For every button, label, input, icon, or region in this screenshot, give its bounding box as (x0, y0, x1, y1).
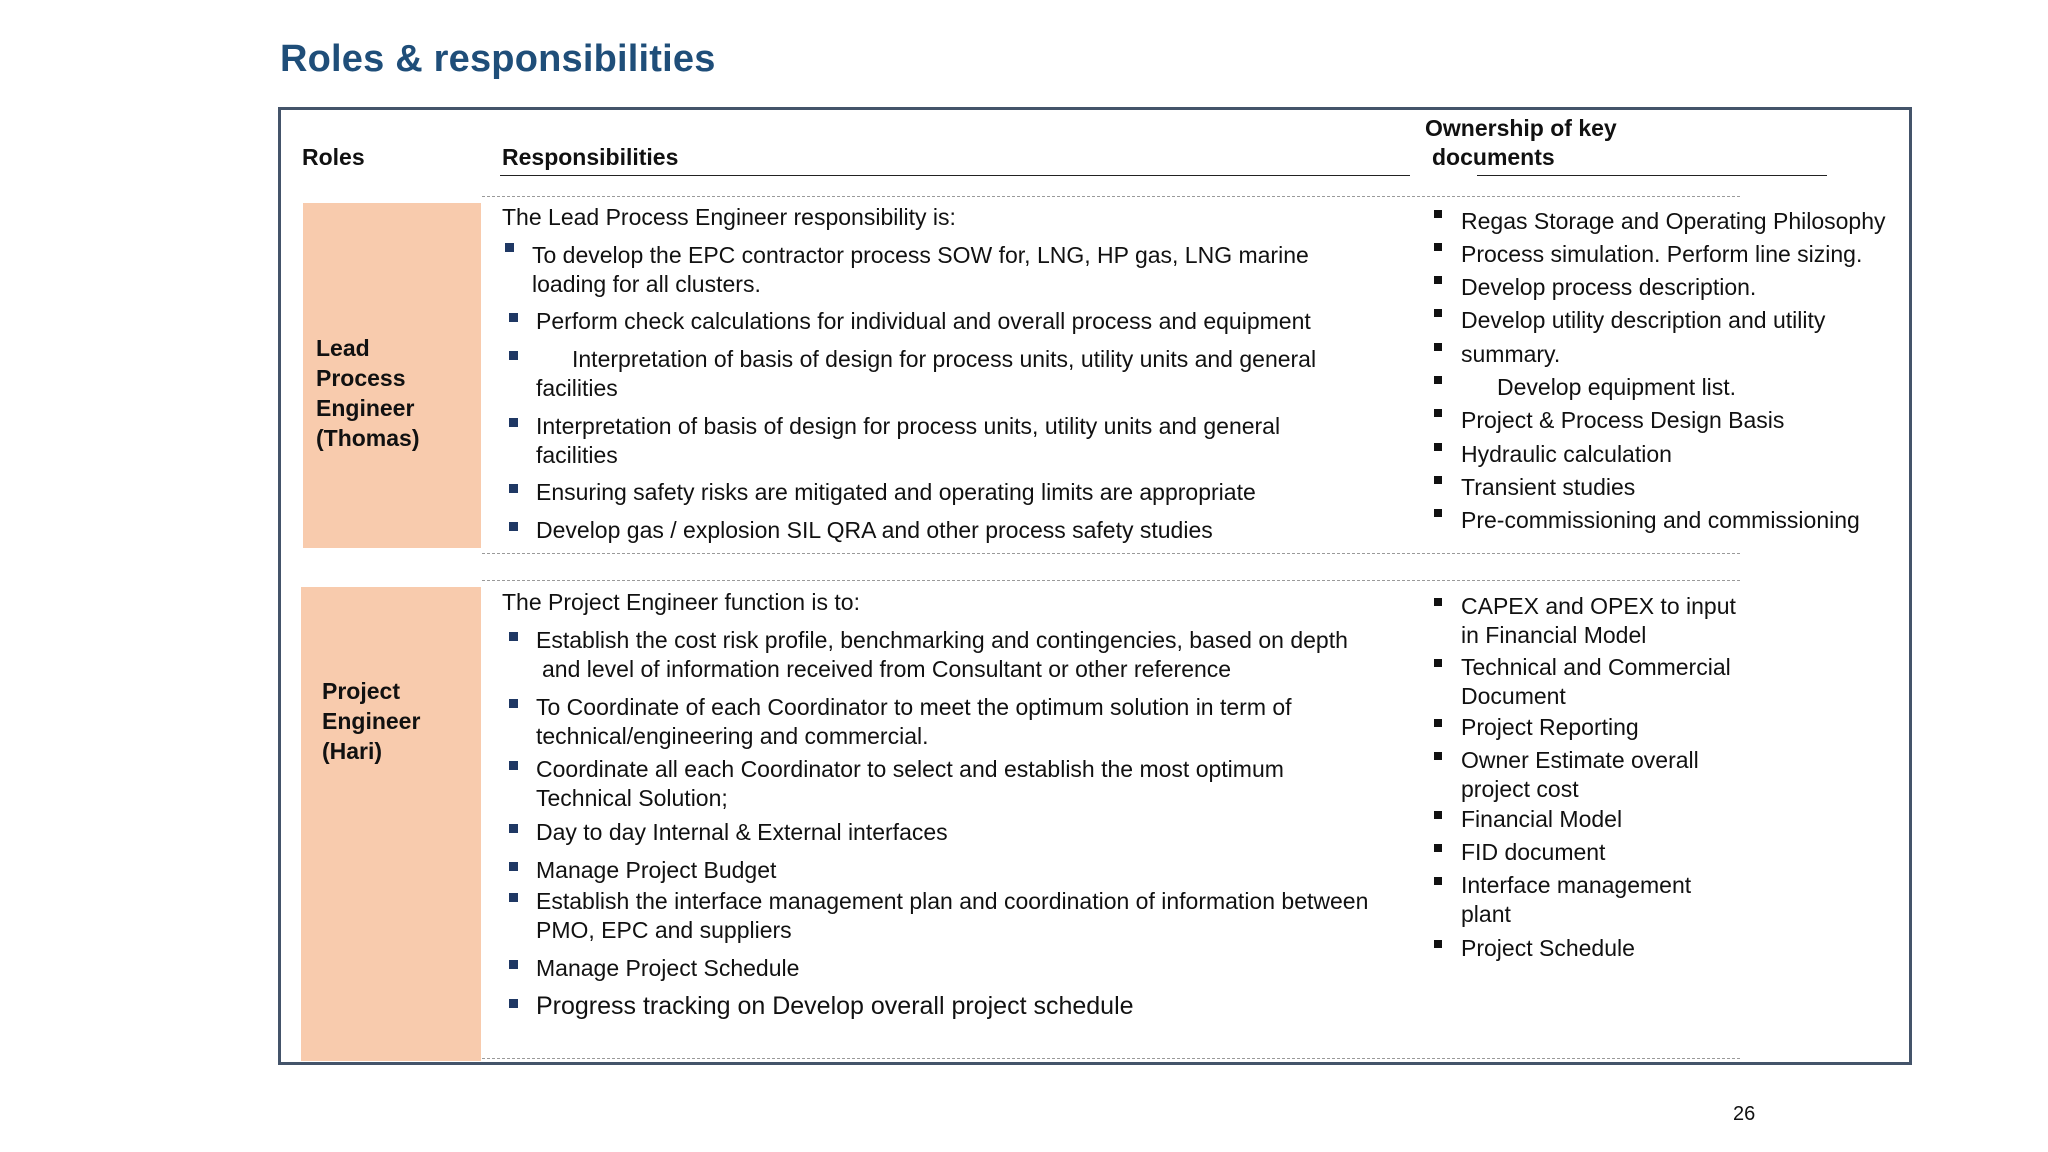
list-item: Pre-commissioning and commissioning (1461, 507, 1860, 533)
separator-top (482, 196, 1740, 197)
list-item: Manage Project Schedule (536, 955, 800, 981)
list-item: Interpretation of basis of design for process units, utility units and general facilities (536, 346, 1317, 401)
square-bullet-icon (509, 313, 518, 322)
role-intro-project: The Project Engineer function is to: (502, 589, 860, 615)
list-item: CAPEX and OPEX to input in Financial Model (1461, 593, 1736, 648)
header-underline-responsibilities (500, 175, 1410, 176)
list-item: Regas Storage and Operating Philosophy (1461, 208, 1886, 234)
square-bullet-icon (1434, 598, 1442, 606)
square-bullet-icon (509, 999, 518, 1008)
square-bullet-icon (509, 418, 518, 427)
list-item: Financial Model (1461, 806, 1623, 832)
list-item: To develop the EPC contractor process SOW for, LNG, HP gas, LNG marine loading for all clusters. (532, 242, 1309, 297)
list-item: Process simulation. Perform line sizing. (1461, 241, 1863, 267)
page-number: 26 (1733, 1103, 1756, 1125)
header-ownership-line2: documents (1432, 144, 1555, 170)
square-bullet-icon (509, 632, 518, 641)
role-name-line: Engineer (316, 395, 415, 421)
separator-bottom (482, 1058, 1740, 1059)
square-bullet-icon (1434, 659, 1442, 667)
header-underline-ownership (1477, 175, 1827, 176)
square-bullet-icon (1434, 811, 1442, 819)
list-item: Develop utility description and utility (1461, 307, 1826, 333)
list-item: Manage Project Budget (536, 857, 777, 883)
list-item: Day to day Internal & External interfaces (536, 819, 948, 845)
list-item: Coordinate all each Coordinator to select and establish the most optimum Technical Solution; (536, 756, 1284, 811)
page-title: Roles & responsibilities (280, 38, 716, 80)
square-bullet-icon (509, 522, 518, 531)
square-bullet-icon (1434, 309, 1442, 317)
square-bullet-icon (509, 824, 518, 833)
square-bullet-icon (1434, 752, 1442, 760)
separator-mid-2 (482, 580, 1740, 581)
role-name-line: Lead (316, 335, 370, 361)
square-bullet-icon (1434, 210, 1442, 218)
square-bullet-icon (505, 243, 514, 252)
list-item: To Coordinate of each Coordinator to meet the optimum solution in term of technical/engineering and commercial. (536, 694, 1292, 749)
list-item: Owner Estimate overall project cost (1461, 747, 1699, 802)
list-item: Project Reporting (1461, 714, 1639, 740)
role-name-lead-process-engineer (316, 333, 420, 453)
role-box-project-engineer (301, 587, 481, 1061)
header-roles: Roles (302, 144, 365, 170)
square-bullet-icon (1434, 276, 1442, 284)
list-item: Progress tracking on Develop overall project schedule (536, 992, 1134, 1020)
square-bullet-icon (509, 960, 518, 969)
list-item: Technical and Commercial Document (1461, 654, 1731, 709)
square-bullet-icon (509, 699, 518, 708)
list-item: Perform check calculations for individual and overall process and equipment (536, 308, 1311, 334)
square-bullet-icon (1434, 443, 1442, 451)
square-bullet-icon (509, 862, 518, 871)
role-name-line: Project (322, 678, 400, 704)
square-bullet-icon (1434, 376, 1442, 384)
list-item: Develop equipment list. (1497, 374, 1737, 400)
role-intro-lead: The Lead Process Engineer responsibility is: (502, 204, 956, 230)
list-item: Interpretation of basis of design for process units, utility units and general facilities (536, 413, 1281, 468)
list-item: Establish the cost risk profile, benchmarking and contingencies, based on depth and level of information received from Consultant or other reference (536, 627, 1348, 682)
list-item: FID document (1461, 839, 1606, 865)
list-item: Project & Process Design Basis (1461, 407, 1785, 433)
square-bullet-icon (509, 484, 518, 493)
header-ownership-line1: Ownership of key (1425, 115, 1617, 141)
square-bullet-icon (1434, 940, 1442, 948)
role-name-line: (Thomas) (316, 425, 420, 451)
square-bullet-icon (509, 893, 518, 902)
square-bullet-icon (1434, 509, 1442, 517)
square-bullet-icon (509, 351, 518, 360)
list-item: Interface management plant (1461, 872, 1692, 927)
square-bullet-icon (1434, 343, 1442, 351)
square-bullet-icon (1434, 877, 1442, 885)
list-item: Develop gas / explosion SIL QRA and other process safety studies (536, 517, 1213, 543)
square-bullet-icon (1434, 476, 1442, 484)
role-name-line: Process (316, 365, 406, 391)
list-item: Hydraulic calculation (1461, 441, 1672, 467)
separator-mid-1 (482, 553, 1740, 554)
list-item: summary. (1461, 341, 1561, 367)
square-bullet-icon (1434, 409, 1442, 417)
list-item: Project Schedule (1461, 935, 1635, 961)
square-bullet-icon (1434, 719, 1442, 727)
square-bullet-icon (1434, 844, 1442, 852)
list-item: Ensuring safety risks are mitigated and operating limits are appropriate (536, 479, 1256, 505)
header-responsibilities: Responsibilities (502, 144, 679, 170)
square-bullet-icon (1434, 243, 1442, 251)
square-bullet-icon (509, 761, 518, 770)
list-item: Transient studies (1461, 474, 1636, 500)
role-name-project-engineer (322, 676, 420, 766)
role-name-line: (Hari) (322, 738, 383, 764)
role-name-line: Engineer (322, 708, 421, 734)
list-item: Develop process description. (1461, 274, 1757, 300)
list-item: Establish the interface management plan and coordination of information between PMO, EPC and suppliers (536, 888, 1369, 943)
